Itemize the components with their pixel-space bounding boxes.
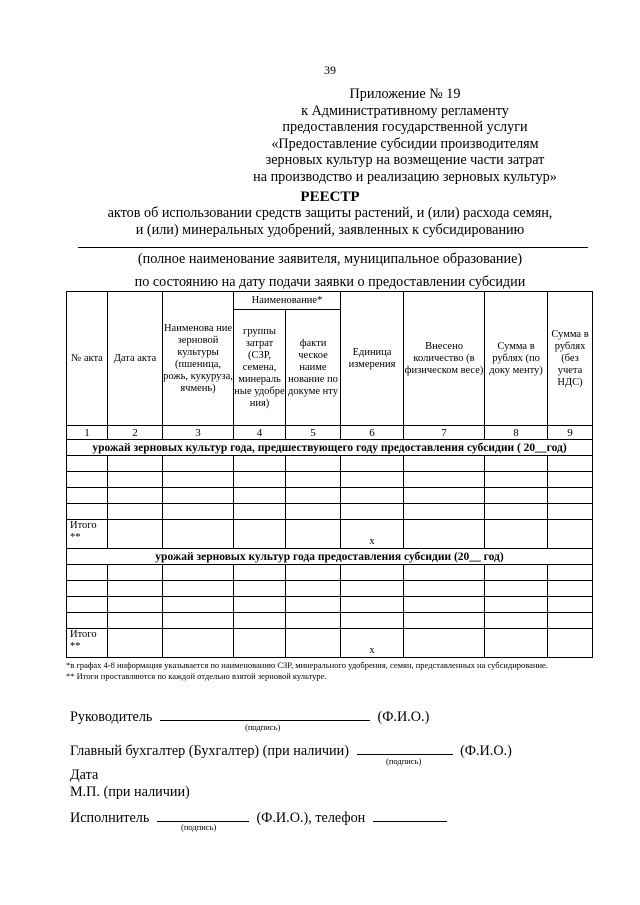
column-number: 3 (163, 426, 234, 440)
table-cell[interactable] (404, 504, 485, 520)
itogo-row (67, 629, 593, 658)
table-cell[interactable] (67, 581, 108, 597)
column-number: 7 (404, 426, 485, 440)
table-cell[interactable] (163, 597, 234, 613)
accountant-signature-line[interactable] (357, 740, 453, 755)
table-cell[interactable] (108, 597, 163, 613)
table-cell[interactable] (485, 613, 548, 629)
table-cell[interactable] (341, 472, 404, 488)
table-cell[interactable] (234, 581, 286, 597)
section-current-year: урожай зерновых культур года предоставления субсидии (20__ год) (67, 549, 593, 565)
table-cell[interactable] (341, 456, 404, 472)
executor-fio: (Ф.И.О.), телефон (256, 810, 366, 826)
column-number: 1 (67, 426, 108, 440)
applicant-name-line (78, 247, 588, 248)
registry-table (66, 291, 593, 658)
table-cell[interactable] (67, 472, 108, 488)
header-cost-group: группы затрат (СЗР, семена, минераль ные удобре ния) (234, 310, 286, 426)
table-cell[interactable] (548, 629, 593, 658)
column-number: 6 (341, 426, 404, 440)
table-cell[interactable] (163, 472, 234, 488)
itogo-mark: х (341, 520, 404, 549)
table-cell[interactable] (286, 456, 341, 472)
table-cell[interactable] (548, 597, 593, 613)
footnotes (66, 660, 594, 682)
column-number: 5 (286, 426, 341, 440)
table-cell[interactable] (286, 520, 341, 549)
column-number: 9 (548, 426, 593, 440)
table-row (67, 613, 593, 629)
table-row (67, 581, 593, 597)
accountant-fio: (Ф.И.О.) (460, 743, 512, 759)
document-title: РЕЕСТР (300, 189, 360, 205)
itogo-label: Итого ** (67, 520, 108, 549)
executor-signature-hint: (подпись) (181, 822, 217, 832)
table-cell[interactable] (67, 504, 108, 520)
head-label: Руководитель (70, 709, 153, 725)
table-cell[interactable] (163, 581, 234, 597)
accountant-signature-row (70, 740, 512, 760)
subtitle-line: и (или) минеральных удобрений, заявленных к субсидированию (135, 221, 525, 238)
table-cell[interactable] (108, 456, 163, 472)
table-cell[interactable] (108, 565, 163, 581)
table-cell[interactable] (286, 581, 341, 597)
table-cell[interactable] (286, 565, 341, 581)
applicant-caption: (полное наименование заявителя, муниципальное образование) (137, 251, 523, 267)
table-cell[interactable] (163, 504, 234, 520)
table-cell[interactable] (404, 472, 485, 488)
appendix-line: «Предоставление субсидии производителям (271, 135, 539, 152)
itogo-mark: х (341, 629, 404, 658)
table-cell[interactable] (404, 488, 485, 504)
table-cell[interactable] (485, 629, 548, 658)
table-cell[interactable] (163, 629, 234, 658)
head-signature-hint: (подпись) (245, 722, 281, 732)
table-cell[interactable] (67, 565, 108, 581)
table-row (67, 597, 593, 613)
table-row (67, 456, 593, 472)
head-signature-line[interactable] (160, 706, 370, 721)
table-cell[interactable] (67, 613, 108, 629)
table-cell[interactable] (404, 520, 485, 549)
table-cell[interactable] (286, 472, 341, 488)
table-row (67, 504, 593, 520)
table-cell[interactable] (286, 488, 341, 504)
table-cell[interactable] (163, 613, 234, 629)
table-cell[interactable] (234, 629, 286, 658)
date-label: Дата (70, 767, 99, 783)
header-act-number: № акта (67, 292, 108, 426)
executor-label: Исполнитель (70, 810, 150, 826)
table-cell[interactable] (404, 456, 485, 472)
header-unit: Единица измерения (341, 292, 404, 426)
table-cell[interactable] (163, 488, 234, 504)
table-cell[interactable] (548, 472, 593, 488)
table-cell[interactable] (404, 597, 485, 613)
table-row (67, 472, 593, 488)
table-cell[interactable] (341, 581, 404, 597)
column-numbers-row (67, 426, 593, 440)
table-cell[interactable] (108, 520, 163, 549)
table-cell[interactable] (163, 565, 234, 581)
page-number: 39 (324, 63, 336, 77)
header-crop-name: Наименова ние зерновой культуры (пшеница, рожь, кукуруза, ячмень) (163, 292, 234, 426)
table-cell[interactable] (234, 472, 286, 488)
table-cell[interactable] (67, 488, 108, 504)
table-cell[interactable] (108, 472, 163, 488)
appendix-line: зерновых культур на возмещение части затрат (265, 152, 545, 168)
table-cell[interactable] (548, 456, 593, 472)
appendix-line: предоставления государственной услуги (282, 119, 528, 135)
table-cell[interactable] (548, 613, 593, 629)
footnote-cost-columns: *в графах 4-8 информация указывается по наименованию СЗР, минерального удобрения, семян, представленных на субсидирование. (66, 660, 548, 670)
table-cell[interactable] (485, 581, 548, 597)
table-cell[interactable] (108, 629, 163, 658)
table-cell[interactable] (548, 488, 593, 504)
table-cell[interactable] (108, 488, 163, 504)
column-number: 4 (234, 426, 286, 440)
itogo-label: Итого ** (67, 629, 108, 658)
document-subtitle (40, 205, 620, 238)
table-cell[interactable] (234, 456, 286, 472)
table-cell[interactable] (67, 597, 108, 613)
table-cell[interactable] (404, 581, 485, 597)
head-fio: (Ф.И.О.) (377, 709, 430, 725)
table-cell[interactable] (485, 472, 548, 488)
column-number: 8 (485, 426, 548, 440)
table-cell[interactable] (67, 456, 108, 472)
table-cell[interactable] (286, 629, 341, 658)
header-act-date: Дата акта (108, 292, 163, 426)
header-quantity: Внесено количество (в физическом весе) (404, 292, 485, 426)
header-actual-name: факти ческое наиме нование по докуме нту (286, 310, 341, 426)
footnote-totals: ** Итоги проставляются по каждой отдельно взятой зерновой культуре. (66, 671, 327, 681)
table-cell[interactable] (286, 504, 341, 520)
table-cell[interactable] (234, 597, 286, 613)
phone-line[interactable] (373, 807, 447, 822)
table-cell[interactable] (108, 504, 163, 520)
table-cell[interactable] (286, 613, 341, 629)
table-cell[interactable] (234, 520, 286, 549)
as-of-text: по состоянию на дату подачи заявки о предоставлении субсидии (134, 274, 526, 290)
table-cell[interactable] (485, 504, 548, 520)
table-cell[interactable] (404, 613, 485, 629)
table-cell[interactable] (548, 581, 593, 597)
table-cell[interactable] (485, 456, 548, 472)
table-cell[interactable] (341, 565, 404, 581)
appendix-header (210, 86, 600, 185)
accountant-signature-hint: (подпись) (386, 756, 422, 766)
header-sum: Сумма в рублях (по доку менту) (485, 292, 548, 426)
table-cell[interactable] (485, 488, 548, 504)
table-cell[interactable] (108, 613, 163, 629)
table-cell[interactable] (234, 613, 286, 629)
table-cell[interactable] (404, 565, 485, 581)
executor-signature-line[interactable] (157, 807, 249, 822)
table-cell[interactable] (163, 456, 234, 472)
table-cell[interactable] (548, 504, 593, 520)
table-cell[interactable] (163, 520, 234, 549)
table-cell[interactable] (485, 597, 548, 613)
appendix-line: на производство и реализацию зерновых культур» (253, 168, 557, 185)
table-row (67, 488, 593, 504)
appendix-line: к Административному регламенту (301, 102, 509, 119)
table-cell[interactable] (341, 597, 404, 613)
table-cell[interactable] (108, 581, 163, 597)
stamp-label: М.П. (при наличии) (70, 784, 190, 800)
table-cell[interactable] (234, 565, 286, 581)
table-cell[interactable] (234, 504, 286, 520)
column-number: 2 (108, 426, 163, 440)
table-cell[interactable] (548, 565, 593, 581)
table-cell[interactable] (286, 597, 341, 613)
accountant-label: Главный бухгалтер (Бухгалтер) (при наличии) (70, 743, 349, 759)
table-cell[interactable] (485, 520, 548, 549)
appendix-line: Приложение № 19 (349, 86, 461, 102)
section-previous-year: урожай зерновых культур года, предшествующего году предоставления субсидии ( 20__год) (67, 440, 593, 456)
table-cell[interactable] (234, 488, 286, 504)
executor-signature-row (70, 807, 447, 827)
subtitle-line: актов об использовании средств защиты растений, и (или) расхода семян, (107, 205, 553, 221)
table-cell[interactable] (341, 613, 404, 629)
header-name-group: Наименование* (234, 292, 341, 310)
table-cell[interactable] (485, 565, 548, 581)
table-cell[interactable] (341, 488, 404, 504)
table-row (67, 565, 593, 581)
table-cell[interactable] (548, 520, 593, 549)
table-cell[interactable] (341, 504, 404, 520)
table-cell[interactable] (404, 629, 485, 658)
itogo-row (67, 520, 593, 549)
header-sum-no-vat: Сумма в рублях (без учета НДС) (548, 292, 593, 426)
